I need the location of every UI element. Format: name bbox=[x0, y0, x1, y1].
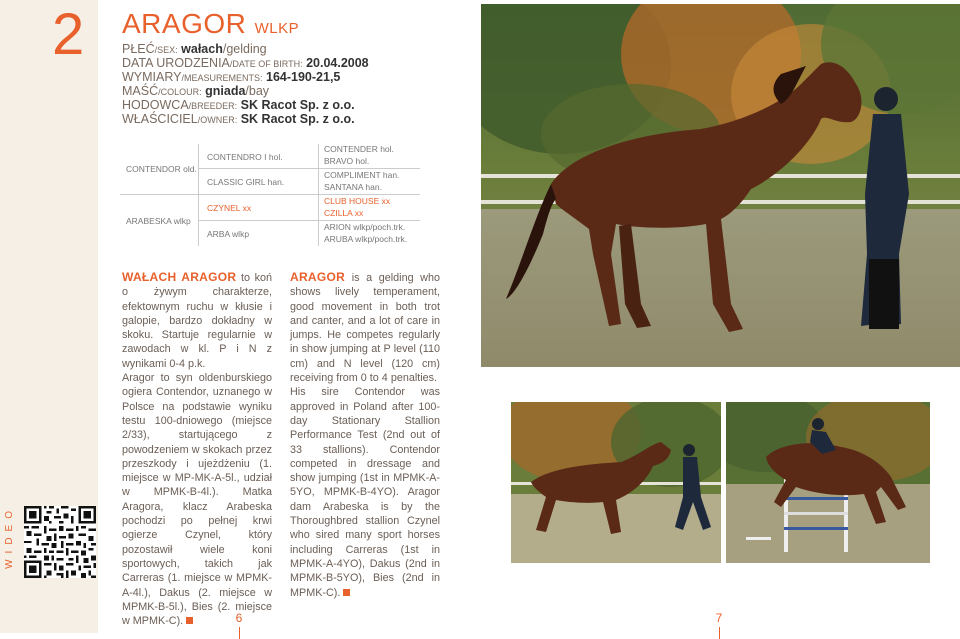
info-breeder bbox=[122, 99, 355, 113]
info-value: wałach bbox=[181, 42, 223, 56]
wideo-label: WIDEO bbox=[4, 505, 15, 569]
text-en-body2: His sire Contendor was approved in Poland after 100-day Stationary Stallion Performance Test (2nd out of 33 stallions). Contendor competed in dressage and show jumping (1st in MPMK-A-5YO, MPMK-B-4YO). Aragor dam Arabeska is by the Thoroughbred stallion Czynel who sired many sport horses including Carreras (1st in MPMK-A-4YO), Dakus (2nd in MPMK-B-5YO), Bies (2nd in MPMK-C). bbox=[290, 386, 440, 599]
pedigree-sds: COMPLIMENT han. bbox=[324, 170, 400, 180]
text-en-body1: is a gelding who shows lively temperament, good movement in both trot and canter, and a lot of care in jumps. He competes regularly in show jumping at P level (110 cm) and N level (120 cm) receiving from 0 to 4 penalties. bbox=[290, 272, 440, 385]
info-label: HODOWCA bbox=[122, 98, 189, 112]
pedigree-dam: ARABESKA wlkp bbox=[126, 216, 191, 226]
page-number-left-text: 6 bbox=[235, 611, 243, 625]
info-label: WYMIARY bbox=[122, 70, 182, 84]
pedigree-dsd: CZILLA xx bbox=[324, 208, 364, 218]
info-label: MAŚĆ bbox=[122, 84, 159, 98]
info-label: PŁEĆ bbox=[122, 42, 155, 56]
pedigree-dd: ARBA wlkp bbox=[207, 229, 250, 239]
text-pl-heading: WAŁACH ARAGOR bbox=[122, 270, 237, 284]
pedigree-ds: CZYNEL xx bbox=[207, 203, 252, 213]
info-sub: /COLOUR: bbox=[158, 87, 202, 97]
pedigree-ssd: BRAVO hol. bbox=[324, 156, 370, 166]
info-sub: /MEASUREMENTS: bbox=[181, 73, 263, 83]
page-number-right bbox=[709, 611, 729, 639]
text-pl-body2: Aragor to syn oldenburskiego ogiera Contendor, uznanego w Polsce na podstawie wyniku testu 100-dniowego (miejsce 2/33), startującego z powodzeniem w skokach przez przeszkody i ujeżdżeniu (1. miejsce w MP-MK-A-5l., udział w MPMK-B-4l.). Matka Aragora, klacz Arabeska pochodzi po pełnej krwi ogierze Czynel, który pozostawił wiele koni sportowych, takich jak Carreras (1. miejsce w MPMK-A-4l.), Dakus (2. miejsce w MPMK-B-5l.), Bies (2. miejsce w MPMK-C). bbox=[122, 372, 272, 628]
pedigree-table bbox=[120, 142, 420, 246]
text-column-en bbox=[290, 270, 440, 600]
end-mark-icon bbox=[343, 589, 350, 596]
horse-name bbox=[122, 8, 299, 40]
pedigree-ss: CONTENDRO I hol. bbox=[207, 152, 283, 162]
text-column-pl bbox=[122, 270, 272, 628]
info-value: SK Racot Sp. z o.o. bbox=[240, 112, 355, 126]
info-sex bbox=[122, 43, 267, 57]
text-en-heading: ARAGOR bbox=[290, 270, 346, 284]
pedigree-sd: CLASSIC GIRL han. bbox=[207, 177, 285, 187]
qr-code-icon[interactable] bbox=[24, 506, 96, 578]
text-en-p2 bbox=[290, 385, 440, 599]
info-value: gniada bbox=[205, 84, 246, 98]
pedigree-sdd: SANTANA han. bbox=[324, 182, 382, 192]
info-sub: /OWNER: bbox=[197, 115, 238, 125]
info-value: SK Racot Sp. z o.o. bbox=[240, 98, 355, 112]
text-en-p1 bbox=[290, 270, 440, 385]
text-pl-body1: to koń o żywym charakterze, efektownym ruchu w kłusie i galopie, bardzo dokładny w skoku. Startuje regularnie w zawodach w kl. P i N z wynikami 0-4 p.k. bbox=[122, 272, 273, 370]
pedigree-sire: CONTENDOR old. bbox=[126, 164, 197, 174]
page-number-right-text: 7 bbox=[715, 611, 723, 625]
info-colour bbox=[122, 85, 269, 99]
pedigree-dss: CLUB HOUSE xx bbox=[324, 196, 391, 206]
page-number-left bbox=[229, 611, 249, 639]
pedigree-ddd: ARUBA wlkp/poch.trk. bbox=[324, 234, 408, 244]
info-label: DATA URODZENIA bbox=[122, 56, 230, 70]
text-pl-p2 bbox=[122, 371, 272, 628]
info-sub: /SEX: bbox=[154, 45, 178, 55]
info-value: 164-190-21,5 bbox=[266, 70, 341, 84]
end-mark-icon bbox=[186, 617, 193, 624]
info-sub: /DATE OF BIRTH: bbox=[229, 59, 303, 69]
text-pl-p1 bbox=[122, 270, 272, 371]
jump-photo bbox=[726, 402, 930, 563]
trot-photo bbox=[511, 402, 721, 563]
info-dob bbox=[122, 57, 369, 71]
info-sub: /BREEDER: bbox=[188, 101, 238, 111]
info-extra: /bay bbox=[245, 84, 270, 98]
info-owner bbox=[122, 113, 355, 127]
info-extra: /gelding bbox=[222, 42, 267, 56]
info-measurements bbox=[122, 71, 340, 85]
info-label: WŁAŚCICIEL bbox=[122, 112, 198, 126]
pedigree-dds: ARION wlkp/poch.trk. bbox=[324, 222, 406, 232]
info-value: 20.04.2008 bbox=[306, 56, 369, 70]
pedigree-sss: CONTENDER hol. bbox=[324, 144, 394, 154]
horse-name-text: ARAGOR bbox=[122, 8, 247, 39]
horse-breed: WLKP bbox=[254, 20, 300, 37]
lot-number: 2 bbox=[52, 2, 85, 67]
main-horse-photo bbox=[481, 4, 960, 367]
